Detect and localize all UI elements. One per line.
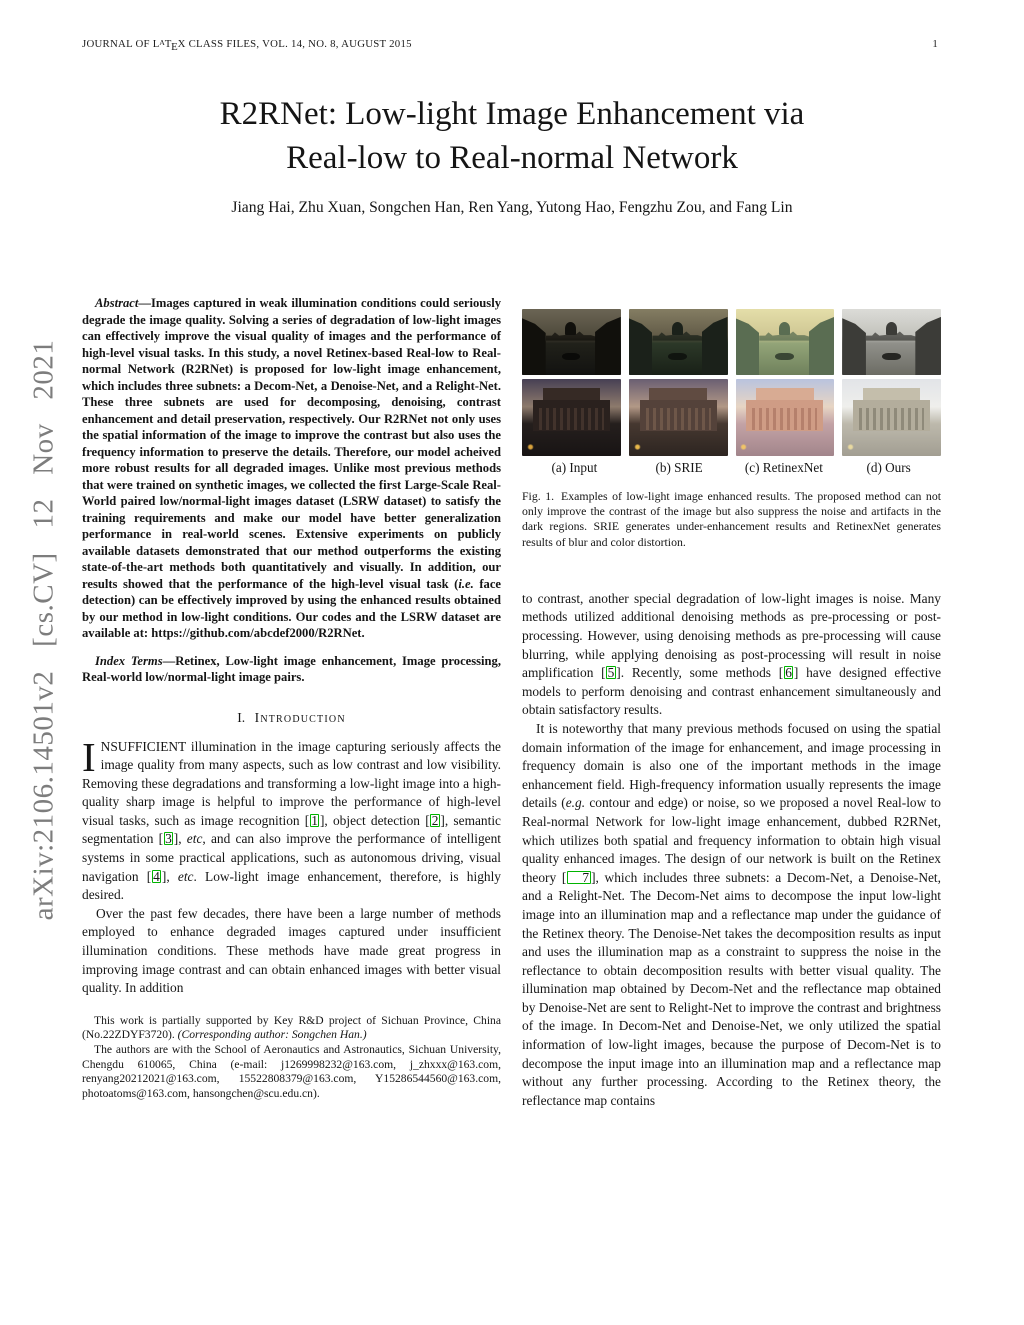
venice-boat bbox=[882, 353, 901, 360]
fig1-archives-srie-image bbox=[629, 379, 728, 456]
paper-title-line-1: R2RNet: Low-light Image Enhancement via bbox=[219, 96, 805, 132]
fig1-archives-retinexnet-image bbox=[736, 379, 835, 456]
arxiv-watermark: arXiv:2106.14501v2 [cs.CV] 12 Nov 2021 bbox=[27, 339, 60, 921]
section-title: Introduction bbox=[254, 709, 346, 725]
text-segment: to contrast, another special degradation of low-light images is noise. Many methods utilized additional denoising methods as pre-processing or post-processing. However, using denoising methods as pre-processing will cause blurring, while applying denoising as post-processing will result in noise amplification [ bbox=[522, 590, 941, 681]
fig1-archives-input-image bbox=[522, 379, 621, 456]
archives-lamp bbox=[740, 444, 747, 450]
text-segment: i.e. bbox=[458, 576, 474, 591]
text-segment: NSUFFICIENT illumination in the image capturing seriously affects the image quality from many aspects, such as low contrast and low visibility. Removing these degradations and transforming a low-light image into a high-quality sharp image is helpful to improve the performance of high-level visual tasks, such as image recognition [ bbox=[82, 738, 501, 828]
text-segment: X CLASS FILES, VOL. 14, NO. 8, AUGUST 2015 bbox=[177, 38, 412, 51]
text-segment: ], bbox=[173, 831, 187, 847]
footnote-block bbox=[82, 1014, 501, 1102]
paper-title-line-2: Real-low to Real-normal Network bbox=[286, 140, 738, 176]
text-segment: etc bbox=[177, 868, 194, 884]
venice-boat bbox=[775, 353, 794, 360]
text-segment: ] have designed effective models to perform denoising and contrast enhancement simultaneously and obtain satisfactory results. bbox=[522, 665, 942, 718]
archives-lamp bbox=[634, 444, 641, 450]
text-segment: (Corresponding author: Songchen Han.) bbox=[177, 1028, 367, 1042]
venice-dome bbox=[886, 322, 897, 335]
venice-dome bbox=[672, 322, 683, 335]
text-segment: Abstract bbox=[95, 296, 139, 310]
figure-1 bbox=[522, 295, 941, 550]
right-paragraph-1 bbox=[522, 590, 941, 720]
abstract-paragraph bbox=[82, 295, 501, 642]
text-segment: face detection) can be effectively improved by using the enhanced results obtained by our method in low-light conditions. Our codes and the LSRW dataset are available at: https://github.com/abcdef2000/R2RNet. bbox=[82, 576, 502, 640]
text-segment: JOURNAL OF L bbox=[82, 38, 160, 51]
venice-boat bbox=[562, 353, 581, 360]
venice-building-right bbox=[915, 317, 941, 375]
figure-1-image-grid bbox=[522, 309, 941, 456]
paper-title bbox=[0, 92, 1024, 180]
venice-building-right bbox=[809, 317, 835, 375]
running-header bbox=[82, 38, 938, 53]
fig1-venice-ours-image bbox=[842, 309, 941, 375]
archives-columns bbox=[539, 408, 604, 430]
text-segment: —Images captured in weak illumination conditions could seriously degrade the image quality. Solving a series of degradation of low-light images can effectively improve the visual quality of images and the performance of high-level visual tasks. In this study, a novel Retinex-based Real-low to Real-normal Network (R2RNet) is proposed for low-light image enhancement, which includes three subnets: a Decom-Net, a Denoise-Net, and a Relight-Net. These three subnets are used for decomposing, denoising, contrast enhancement and detail preservation, respectively. Our R2RNet not only uses the spatial information of the image to improve the contrast but also uses the frequency information to preserve the details. Therefore, our model acheived more robust results for all degraded images. Unlike most previous methods that were trained on synthetic images, we collected the first Large-Scale Real-World paired low/normal-light images dataset (LSRW dataset) to satisfy the training requirements and make our model have better generalization performance in real-world scenes. Extensive experiments on publicly available datasets demonstrated that our method outperforms the existing state-of-the-art methods both quantitatively and visually. In addition, our results showed that the performance of the high-level visual task ( bbox=[82, 296, 501, 591]
page-number: 1 bbox=[932, 38, 938, 50]
citation-link[interactable]: 7 bbox=[567, 871, 591, 884]
intro-paragraph-1 bbox=[82, 733, 502, 905]
text-segment: —Retinex, Low-light image enhancement, Image processing, Real-world low/normal-light image pairs. bbox=[82, 653, 501, 684]
journal-header bbox=[82, 38, 412, 53]
archives-columns bbox=[859, 408, 924, 430]
figure-1-caption bbox=[522, 489, 941, 550]
text-segment: I bbox=[82, 733, 96, 780]
venice-dome bbox=[565, 322, 576, 335]
venice-dome bbox=[779, 322, 790, 335]
citation-link[interactable]: 5 bbox=[607, 665, 615, 681]
text-segment: ], semantic segmentation [ bbox=[82, 812, 502, 847]
figure1-sublabel-d: (d) Ours bbox=[866, 460, 911, 475]
intro-paragraph-2 bbox=[82, 905, 501, 998]
figure1-sublabel-b: (b) SRIE bbox=[655, 460, 703, 475]
section-heading-introduction bbox=[82, 710, 501, 726]
right-column bbox=[522, 295, 941, 1110]
right-paragraph-2 bbox=[522, 720, 941, 1110]
text-segment: E bbox=[171, 40, 178, 53]
venice-building-left bbox=[629, 318, 653, 375]
figure-1-sublabels bbox=[522, 460, 941, 476]
text-segment: This work is partially supported by Key R&D project of Sichuan Province, China (No.22ZDYF3720). bbox=[82, 1013, 501, 1042]
figure1-sublabel-a: (a) Input bbox=[551, 460, 598, 475]
venice-building-right bbox=[702, 317, 728, 375]
text-segment: T bbox=[164, 38, 172, 51]
venice-building-left bbox=[736, 318, 760, 375]
citation-link[interactable]: 2 bbox=[431, 812, 439, 828]
fig1-archives-ours-image bbox=[842, 379, 941, 456]
text-segment: The authors are with the School of Aeronautics and Astronautics, Sichuan University, Chengdu 610065, China (e-mail: j1269998232@163.com, j_zhxxx@163.com, renyang20212021@163.com, 15522808379@163.com, Y15286544560@163.com, photoatoms@163.com, hansongchen@scu.edu.cn). bbox=[82, 1043, 501, 1100]
footnote-support bbox=[82, 1014, 501, 1043]
text-segment: Over the past few decades, there have been a large number of methods employed to enhance degraded images captured under insufficient illumination conditions. These methods have made great progress in improving image contrast and can obtain enhanced images with better visual quality. In addition bbox=[82, 905, 501, 996]
fig1-venice-input-image bbox=[522, 309, 621, 375]
archives-columns bbox=[646, 408, 711, 430]
text-segment: ], object detection [ bbox=[319, 812, 430, 828]
venice-boat bbox=[668, 353, 687, 360]
index-terms-paragraph bbox=[82, 653, 501, 686]
venice-building-left bbox=[522, 318, 546, 375]
section-number: I. bbox=[237, 709, 246, 725]
text-segment: contour and edge) or noise, so we proposed a novel Real-low to Real-normal Network for low-light image enhancement, dubbed R2RNet, which utilizes both spatial and frequency information to obtain high visual quality enhanced images. The design of our network is built on the Retinex theory [ bbox=[522, 795, 941, 885]
archives-lamp bbox=[527, 444, 534, 450]
venice-building-left bbox=[842, 318, 866, 375]
text-segment: e.g. bbox=[565, 795, 586, 811]
citation-link[interactable]: 3 bbox=[165, 831, 172, 847]
text-segment: Index Terms bbox=[95, 653, 163, 668]
text-segment: A bbox=[159, 38, 166, 47]
venice-building-right bbox=[595, 317, 621, 375]
text-segment: . Low-light image enhancement, therefore, is highly desired. bbox=[82, 868, 501, 903]
figure1-sublabel-c: (c) RetinexNet bbox=[744, 460, 823, 475]
text-segment: It is noteworthy that many previous methods focused on using the spatial domain information of the image for enhancement, and image processing in frequency domain is also one of the important methods in the image enhancement field. High-frequency information usually represents the image details ( bbox=[522, 720, 941, 811]
figure-1-caption-text: Examples of low-light image enhanced results. The proposed method can not only improve the contrast of the image but also suppress the noise and artifacts in the dark regions. SRIE generates under-enhancement results and RetinexNet generates results of blur and color distortion. bbox=[522, 489, 941, 549]
fig1-venice-srie-image bbox=[629, 309, 728, 375]
text-segment: ], which includes three subnets: a Decom-Net, a Denoise-Net, and a Relight-Net. The Decom-Net aims to decompose the input low-light image into an illumination map and a reflectance map under the guidance of the Retinex theory. The Denoise-Net takes the decomposition results as input and uses the illumination map as a constraint to suppress the noise in the reflectance to obtain decomposition results with better visual quality. The illumination map obtained by Decom-Net and the reflectance map obtained by Denoise-Net are sent to Relight-Net to improve the contrast and brightness of the image. In Decom-Net and Denoise-Net, we only utilized the spatial information of low-light images, because the purpose of Decom-Net is to decompose the input image into an illumination map and a reflectance map without any further processing. According to the Retinex theory, the reflectance map contains bbox=[522, 869, 941, 1108]
archives-lamp bbox=[847, 444, 854, 450]
citation-link[interactable]: 1 bbox=[311, 812, 318, 828]
authors-line: Jiang Hai, Zhu Xuan, Songchen Han, Ren Yang, Yutong Hao, Fengzhu Zou, and Fang Lin bbox=[231, 199, 793, 216]
text-segment: ], bbox=[161, 868, 178, 884]
text-segment: , and can also improve the performance of intelligent systems in some practical applications, such as autonomous driving, visual navigation [ bbox=[82, 831, 501, 884]
text-segment: etc bbox=[186, 831, 203, 847]
figure-1-caption-label: Fig. 1. bbox=[522, 489, 555, 503]
archives-columns bbox=[752, 408, 817, 430]
text-segment: ]. Recently, some methods [ bbox=[616, 665, 784, 681]
fig1-venice-retinexnet-image bbox=[736, 309, 835, 375]
citation-link[interactable]: 4 bbox=[153, 868, 160, 884]
footnote-authors bbox=[82, 1043, 501, 1101]
citation-link[interactable]: 6 bbox=[785, 665, 792, 681]
left-column bbox=[82, 295, 501, 1101]
